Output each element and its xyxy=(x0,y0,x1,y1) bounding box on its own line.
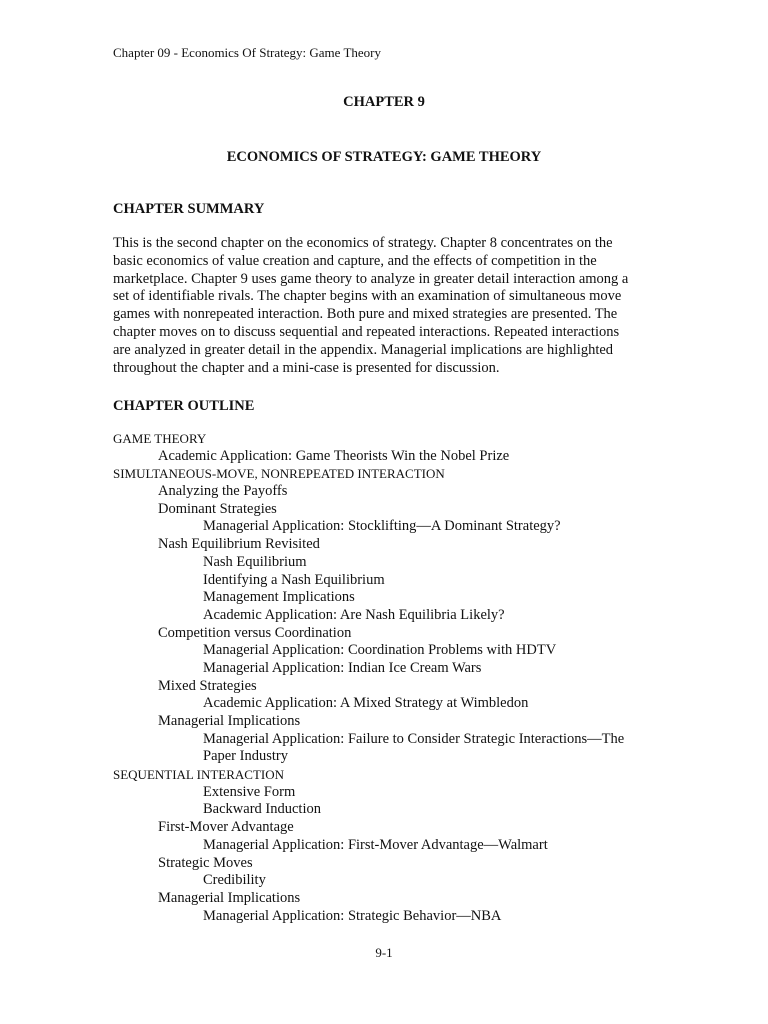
outline-heading: CHAPTER OUTLINE xyxy=(113,398,255,414)
summary-line: set of identifiable rivals. The chapter begins with an examination of simultaneous move xyxy=(113,288,622,305)
outline-item: Managerial Application: Failure to Consider Strategic Interactions—The xyxy=(203,730,625,747)
outline-item: Management Implications xyxy=(203,589,355,606)
outline-item: Strategic Moves xyxy=(158,854,253,871)
summary-line: This is the second chapter on the economics of strategy. Chapter 8 concentrates on the xyxy=(113,235,613,251)
summary-line: throughout the chapter and a mini-case is presented for discussion. xyxy=(113,359,500,376)
outline-item: Academic Application: Are Nash Equilibria Likely? xyxy=(203,606,505,623)
outline-item: Managerial Application: Stocklifting—A Dominant Strategy? xyxy=(203,518,561,535)
chapter-number: CHAPTER 9 xyxy=(343,94,425,110)
outline-item: Academic Application: Game Theorists Win the Nobel Prize xyxy=(158,447,510,464)
outline-item: Nash Equilibrium xyxy=(203,553,307,570)
outline-item: Competition versus Coordination xyxy=(158,624,352,641)
outline-item: GAME THEORY xyxy=(113,431,207,446)
outline-item: Analyzing the Payoffs xyxy=(158,483,288,500)
outline-item: Managerial Implications xyxy=(158,713,301,729)
summary-paragraph xyxy=(113,235,658,377)
outline-item: Identifying a Nash Equilibrium xyxy=(203,571,385,588)
outline-item: SIMULTANEOUS-MOVE, NONREPEATED INTERACTION xyxy=(113,466,445,482)
summary-line: games with nonrepeated interaction. Both pure and mixed strategies are presented. The xyxy=(113,306,618,323)
outline-item: Extensive Form xyxy=(203,783,296,800)
outline-item: Managerial Implications xyxy=(158,889,301,906)
outline-item: Dominant Strategies xyxy=(158,500,277,517)
outline-item: Backward Induction xyxy=(203,801,321,818)
chapter-title: ECONOMICS OF STRATEGY: GAME THEORY xyxy=(226,149,542,165)
outline-item: SEQUENTIAL INTERACTION xyxy=(113,767,285,783)
outline-item: Mixed Strategies xyxy=(158,677,257,694)
page-number: 9-1 xyxy=(375,945,393,960)
summary-line: basic economics of value creation and capture, and the effects of competition in the xyxy=(113,252,597,269)
outline-item: Nash Equilibrium Revisited xyxy=(158,536,320,553)
outline-item: Managerial Application: Coordination Problems with HDTV xyxy=(203,642,557,659)
outline-item: Paper Industry xyxy=(203,748,288,765)
outline-item: Credibility xyxy=(203,872,266,889)
outline-list xyxy=(113,430,673,925)
outline-item: Academic Application: A Mixed Strategy at Wimbledon xyxy=(203,695,529,712)
outline-item: Managerial Application: Indian Ice Cream Wars xyxy=(203,659,482,676)
summary-heading: CHAPTER SUMMARY xyxy=(113,201,265,217)
outline-item: First-Mover Advantage xyxy=(158,819,294,836)
outline-item: Managerial Application: First-Mover Advantage—Walmart xyxy=(203,836,548,853)
summary-line: marketplace. Chapter 9 uses game theory to analyze in greater detail interaction among a xyxy=(113,270,629,287)
running-header: Chapter 09 - Economics Of Strategy: Game Theory xyxy=(113,45,381,60)
summary-line: are analyzed in greater detail in the appendix. Managerial implications are highlighted xyxy=(113,341,614,358)
summary-line: chapter moves on to discuss sequential and repeated interactions. Repeated interactions xyxy=(113,323,620,340)
outline-item: Managerial Application: Strategic Behavior—NBA xyxy=(203,907,502,924)
